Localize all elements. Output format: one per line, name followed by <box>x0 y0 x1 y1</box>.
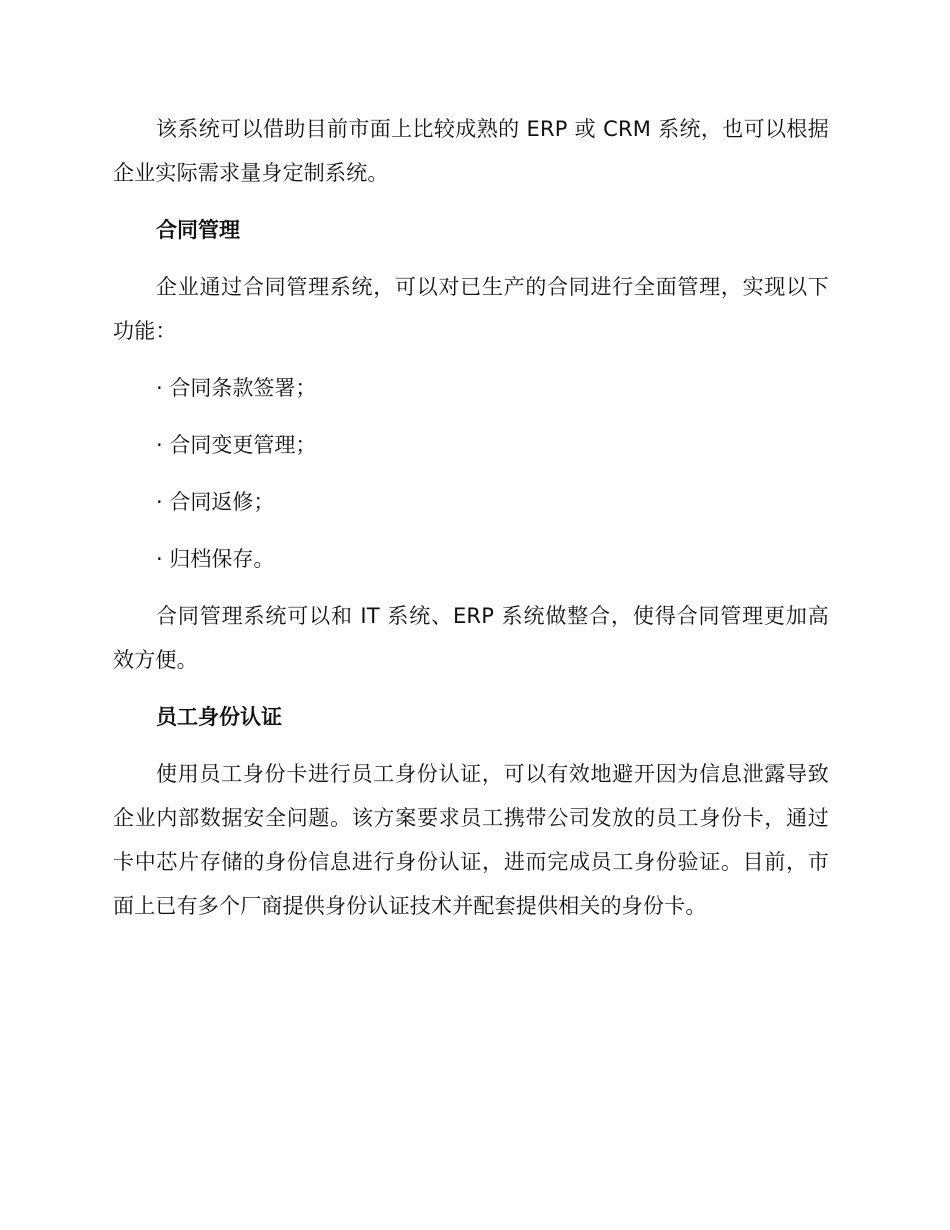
employee-id-paragraph: 使用员工身份卡进行员工身份认证，可以有效地避开因为信息泄露导致企业内部数据安全问题。该方案要求员工携带公司发放的员工身份卡，通过卡中芯片存储的身份信息进行身份认证，进而完成员工身份验证。目前，市面上已有多个厂商提供身份认证技术并配套提供相关的身份卡。 <box>113 762 829 918</box>
contract-intro-paragraph: 企业通过合同管理系统，可以对已生产的合同进行全面管理，实现以下功能： <box>113 275 829 343</box>
section-heading-contract: 合同管理 <box>156 218 240 242</box>
section-heading-employee-id: 员工身份认证 <box>156 705 282 729</box>
list-item: · 合同条款签署； <box>156 376 317 400</box>
contract-outro-paragraph: 合同管理系统可以和 IT 系统、ERP 系统做整合，使得合同管理更加高效方便。 <box>113 604 829 672</box>
list-item: · 合同返修； <box>156 490 275 514</box>
list-item: · 归档保存。 <box>156 547 275 571</box>
list-item: · 合同变更管理； <box>156 433 317 457</box>
document-body <box>113 107 829 928</box>
intro-paragraph: 该系统可以借助目前市面上比较成熟的 ERP 或 CRM 系统，也可以根据企业实际需求量身定制系统。 <box>113 117 829 185</box>
